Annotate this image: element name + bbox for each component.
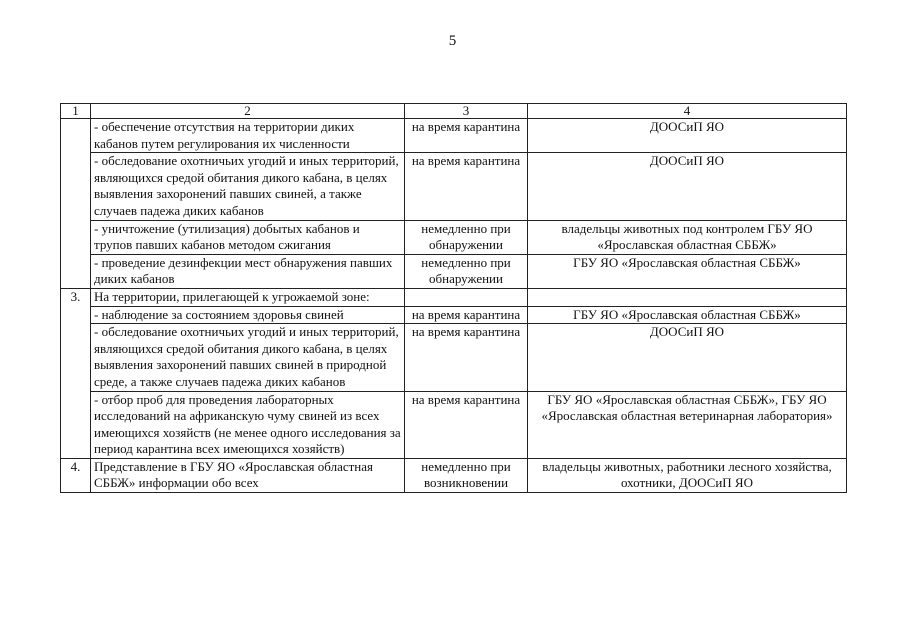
activity-cell: - обеспечение отсутствия на территории диких кабанов путем регулирования их численности xyxy=(91,119,405,153)
responsible-cell: ГБУ ЯО «Ярославская областная СББЖ» xyxy=(528,306,847,324)
activity-cell: Представление в ГБУ ЯО «Ярославская областная СББЖ» информации обо всех xyxy=(91,458,405,492)
activity-cell: На территории, прилегающей к угрожаемой зоне: xyxy=(91,288,405,306)
header-row xyxy=(61,104,847,119)
timing-cell: немедленно при обнаружении xyxy=(405,220,528,254)
responsible-cell: ДООСиП ЯО xyxy=(528,324,847,391)
responsible-cell: ГБУ ЯО «Ярославская областная СББЖ» xyxy=(528,254,847,288)
timing-cell: немедленно при возникновении xyxy=(405,458,528,492)
measures-table xyxy=(60,103,847,493)
header-cell-4: 4 xyxy=(528,104,847,119)
responsible-cell: владельцы животных под контролем ГБУ ЯО «Ярославская областная СББЖ» xyxy=(528,220,847,254)
table-row xyxy=(61,254,847,288)
activity-cell: - отбор проб для проведения лабораторных исследований на африканскую чуму свиней из всех имеющихся хозяйств (не менее одного исследования за период карантина всех имеющихся хозяйств) xyxy=(91,391,405,458)
header-cell-3: 3 xyxy=(405,104,528,119)
row-number: 3. xyxy=(61,288,91,458)
responsible-cell: ДООСиП ЯО xyxy=(528,119,847,153)
page-number: 5 xyxy=(448,33,457,49)
activity-cell: - наблюдение за состоянием здоровья свиней xyxy=(91,306,405,324)
table-row xyxy=(61,324,847,391)
responsible-cell: ГБУ ЯО «Ярославская областная СББЖ», ГБУ ЯО «Ярославская областная ветеринарная лаборатория» xyxy=(528,391,847,458)
table-row xyxy=(61,306,847,324)
row-number xyxy=(61,119,91,289)
table-row xyxy=(61,458,847,492)
timing-cell: на время карантина xyxy=(405,306,528,324)
header-cell-1: 1 xyxy=(61,104,91,119)
header-cell-2: 2 xyxy=(91,104,405,119)
table-row xyxy=(61,153,847,220)
activity-cell: - обследование охотничьих угодий и иных территорий, являющихся средой обитания дикого кабана, в целях выявления захоронений павших свиней, а также случаев падежа диких кабанов xyxy=(91,153,405,220)
table-row xyxy=(61,119,847,153)
activity-cell: - обследование охотничьих угодий и иных территорий, являющихся средой обитания дикого кабана, в целях выявления захоронений павших свиней в природной среде, а также случаев падежа диких кабанов xyxy=(91,324,405,391)
responsible-cell: владельцы животных, работники лесного хозяйства, охотники, ДООСиП ЯО xyxy=(528,458,847,492)
table-row xyxy=(61,220,847,254)
table-row xyxy=(61,391,847,458)
row-number: 4. xyxy=(61,458,91,492)
table-row xyxy=(61,288,847,306)
timing-cell: немедленно при обнаружении xyxy=(405,254,528,288)
activity-cell: - проведение дезинфекции мест обнаружения павших диких кабанов xyxy=(91,254,405,288)
timing-cell: на время карантина xyxy=(405,324,528,391)
activity-cell: - уничтожение (утилизация) добытых кабанов и трупов павших кабанов методом сжигания xyxy=(91,220,405,254)
timing-cell: на время карантина xyxy=(405,391,528,458)
responsible-cell xyxy=(528,288,847,306)
timing-cell xyxy=(405,288,528,306)
timing-cell: на время карантина xyxy=(405,119,528,153)
timing-cell: на время карантина xyxy=(405,153,528,220)
responsible-cell: ДООСиП ЯО xyxy=(528,153,847,220)
